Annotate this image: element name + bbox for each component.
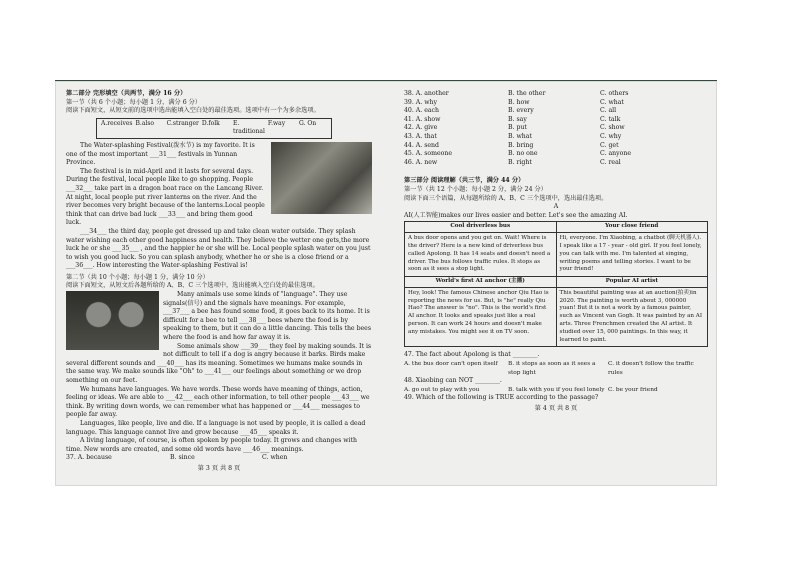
choice-a: 41. A. show — [404, 115, 441, 123]
word-option: C.stranger — [166, 119, 199, 127]
choice-c: C. be your friend — [608, 386, 658, 393]
word-option: D.folk — [201, 119, 220, 127]
question-47-choices — [404, 360, 708, 377]
choice-a: 42. A. give — [404, 124, 438, 132]
choice-b: B. bring — [508, 141, 534, 149]
choice-c: C. it doesn't follow the traffic rules — [608, 361, 694, 376]
word-option: G. On — [298, 119, 317, 127]
question-48: 48. Xiaobing can NOT ________. — [404, 377, 502, 385]
choice-a: A. go out to play with you — [404, 386, 480, 393]
choice-a: 38. A. another — [404, 90, 449, 97]
choice-c: C. real — [600, 158, 621, 166]
choice-b: B. since — [170, 454, 195, 462]
box-title: Popular AI artist — [556, 277, 708, 288]
box-title: Cool driverless bus — [405, 222, 557, 233]
choice-b: B. how — [508, 98, 530, 106]
passage-2-paragraph: A living language, of course, is often spoken by people today. It grows and changes with time. New words are created, and some old words have ___46___ meanings. — [66, 437, 357, 453]
passage-2-paragraph: We humans have languages. We have words. These words have meaning of things, action, feeling or ideas. We are able to ___42___ each other information, to tell other people ___43___ we think. By writing down words, we can remember what has happened or ___44___ messages to people far away. — [66, 385, 370, 419]
word-option: F.way — [267, 119, 286, 127]
choice-a: 46. A. new — [404, 158, 438, 166]
choice-b: B. right — [508, 158, 532, 166]
passage-2-paragraph: Many animals use some kinds of "language". They use signals(信号) and the signals have meanings. For example, ___37___ a bee has found some food, it goes back to its home. It is difficult for a bee to tell ___38___ bees where the food is by speaking to them, but it can do a little dancing. This tells the bees where the food is and how far away it is. — [163, 291, 372, 342]
passage-1-paragraph: ___34___ the third day, people get dressed up and take clean water outside. They splash water wishing each other good happiness and health. They believe the wetter one gets,the more luck he or she ___35___ , and the happier he or she will be. Local people splash water on you just to wish you good luck. So you can splash anybody, whether he or she is a close friend or a ___36___. How interesting the Water-splashing Festival is! — [66, 227, 371, 270]
water-splashing-photo — [271, 142, 372, 214]
question-choices-row — [404, 99, 708, 108]
part-2-instructions: 阅读下面短文，从短文后各题所给的 A、B、C 三个选项中，选出能填入空白处的最佳选项。 — [66, 282, 319, 290]
question-choices-row — [404, 133, 708, 142]
choice-c: C. get — [600, 141, 619, 149]
choice-c: C. all — [600, 107, 617, 115]
passage-2-paragraph: Some animals show ___39___ they feel by making sounds. It is not difficult to tell if a dog is angry because it barks. Birds make several different sounds and ___40___ has its meaning. Sometimes we humans make sounds in the same way. We make sounds like "Oh" to ___41___ our feelings about something or we drop something on our feet. — [66, 342, 372, 384]
choice-b: B. every — [508, 107, 534, 115]
question-48-choices — [404, 386, 708, 395]
question-choices-row — [404, 150, 708, 159]
part-1-heading: 第一节（共 6 个小题；每小题 1 分，满分 6 分） — [66, 98, 201, 106]
choice-c: C. what — [600, 98, 624, 106]
question-choices-row — [404, 159, 708, 168]
chimpanzees-photo — [66, 291, 159, 350]
passage-1-paragraph: The Water-splashing Festival(泼水节) is my favorite. It is one of the most important ___31___ festivals in Yunnan Province. — [66, 141, 255, 167]
passage-intro: AI(人工智能)makes our lives easier and better. Let's see the amazing AI. — [404, 211, 628, 219]
part-1-heading: 第一节（共 12 个小题；每小题 2 分，满分 24 分） — [404, 185, 547, 193]
page-footer: 第 4 页 共 8 页 — [534, 405, 578, 413]
choice-a: 37. A. because — [66, 454, 112, 462]
passage-1-paragraph: The festival is in mid-April and it lasts for several days. During the festival, local people like to go shopping. People ___32___ take part in a dragon boat race on the Lancang River. At night, local people put river lanterns on the river. And the river becomes very bright because of the lanterns.Local people think that can drive bad luck ___33___ and bring them good luck. — [66, 167, 265, 227]
choice-a: A. the bus door can't open itself — [404, 361, 498, 368]
box-body: Hi, everyone. I'm Xiaobing, a chatbot (聊天机器人). I speak like a 17 - year - old girl. If you feel lonely, you can talk with me. I'm talented at singing, writing poems and telling stories. I want to be your friend! — [556, 233, 708, 277]
choice-b: B. put — [508, 124, 527, 132]
page-footer: 第 3 页 共 8 页 — [197, 464, 241, 472]
part-1-instructions: 阅读下面短文，从短文前的选项中选出能填入空白处的最佳选项。选项中有一个为多余选项。 — [66, 107, 320, 115]
choice-b: B. talk with you if you feel lonely — [508, 386, 605, 393]
choice-b: B. the other — [508, 90, 546, 97]
choice-a: 39. A. why — [404, 98, 437, 106]
question-49: 49. Which of the following is TRUE according to the passage? — [404, 394, 599, 402]
question-choices-row — [404, 116, 708, 125]
passage-2-paragraph: Languages, like people, live and die. If a language is not used by people, it is called a dead language. This language cannot live and grow because ___45___ speaks it. — [66, 419, 366, 436]
part-1-instructions: 阅读下面三个语篇，从每题所给的 A、B、C 三个选项中，选出最佳选项。 — [404, 194, 608, 202]
part-2-heading: 第二节（共 10 个小题；每小题 1 分，满分 10 分） — [66, 273, 209, 281]
question-37-choices — [66, 454, 372, 463]
choices-list — [404, 90, 708, 167]
exam-page-3 — [66, 90, 372, 474]
choice-c: C. when — [262, 454, 288, 462]
section-3-title: 第三部分 阅读理解（共三节，满分 44 分） — [404, 177, 525, 185]
word-option: A.receives — [101, 119, 133, 127]
choice-a: 40. A. each — [404, 107, 440, 115]
choice-c: C. talk — [600, 115, 621, 123]
choice-a: 45. A. someone — [404, 150, 453, 158]
choice-c: C. show — [600, 124, 625, 132]
section-2-title: 第二部分 完形填空（共两节，满分 16 分） — [66, 90, 187, 97]
word-options-box — [96, 118, 332, 139]
question-choices-row — [404, 142, 708, 151]
choice-a: 44. A. send — [404, 141, 439, 149]
ai-info-table — [404, 221, 708, 347]
exam-page-4 — [404, 90, 708, 414]
box-body: A bus door opens and you get on. Wait! Where is the driver? Here is a new kind of driverless bus called Apolong. It has 14 seats and doesn't need a driver. The bus follows traffic rules. It stops as soon as it sees a stop light. — [405, 233, 557, 277]
choice-b: B. say — [508, 115, 527, 123]
box-body: This beautiful painting was at an auction(拍卖)in 2020. The painting is worth about 3, 000000 yuan! But it is not a work by a famous painter, such as Vincent van Gogh. It was painted by an AI arts. Three Frenchmen created the AI artist. It studied over 15, 000 paintings. In this way, it learned to paint. — [556, 287, 708, 347]
box-title: World's first AI anchor (主播) — [405, 277, 557, 288]
box-body: Hey, look! The famous Chinese anchor Qiu Hao is reporting the news for us. But, is "he" really Qiu Hao? The answer is "no". This is the world's first AI anchor. It looks and speaks just like a real person. It can work 24 hours and doesn't make any mistakes. You might see it on TV soon. — [405, 287, 557, 347]
choice-a: 43. A. that — [404, 132, 437, 140]
choice-b: B. no one — [508, 150, 538, 158]
choice-b: B. what — [508, 132, 532, 140]
question-choices-row — [404, 90, 708, 99]
question-47: 47. The fact about Apolong is that ________. — [404, 351, 540, 359]
choice-b: B. it stops as soon as it sees a stop light — [508, 361, 596, 376]
word-option: B.also — [135, 119, 155, 127]
question-choices-row — [404, 124, 708, 133]
question-choices-row — [404, 107, 708, 116]
box-title: Your close friend — [556, 222, 708, 233]
choice-c: C. anyone — [600, 150, 631, 158]
passage-letter: A — [553, 203, 559, 211]
word-option: E. traditional — [232, 119, 265, 136]
choice-c: C. others — [600, 90, 629, 97]
choice-c: C. why — [600, 132, 622, 140]
